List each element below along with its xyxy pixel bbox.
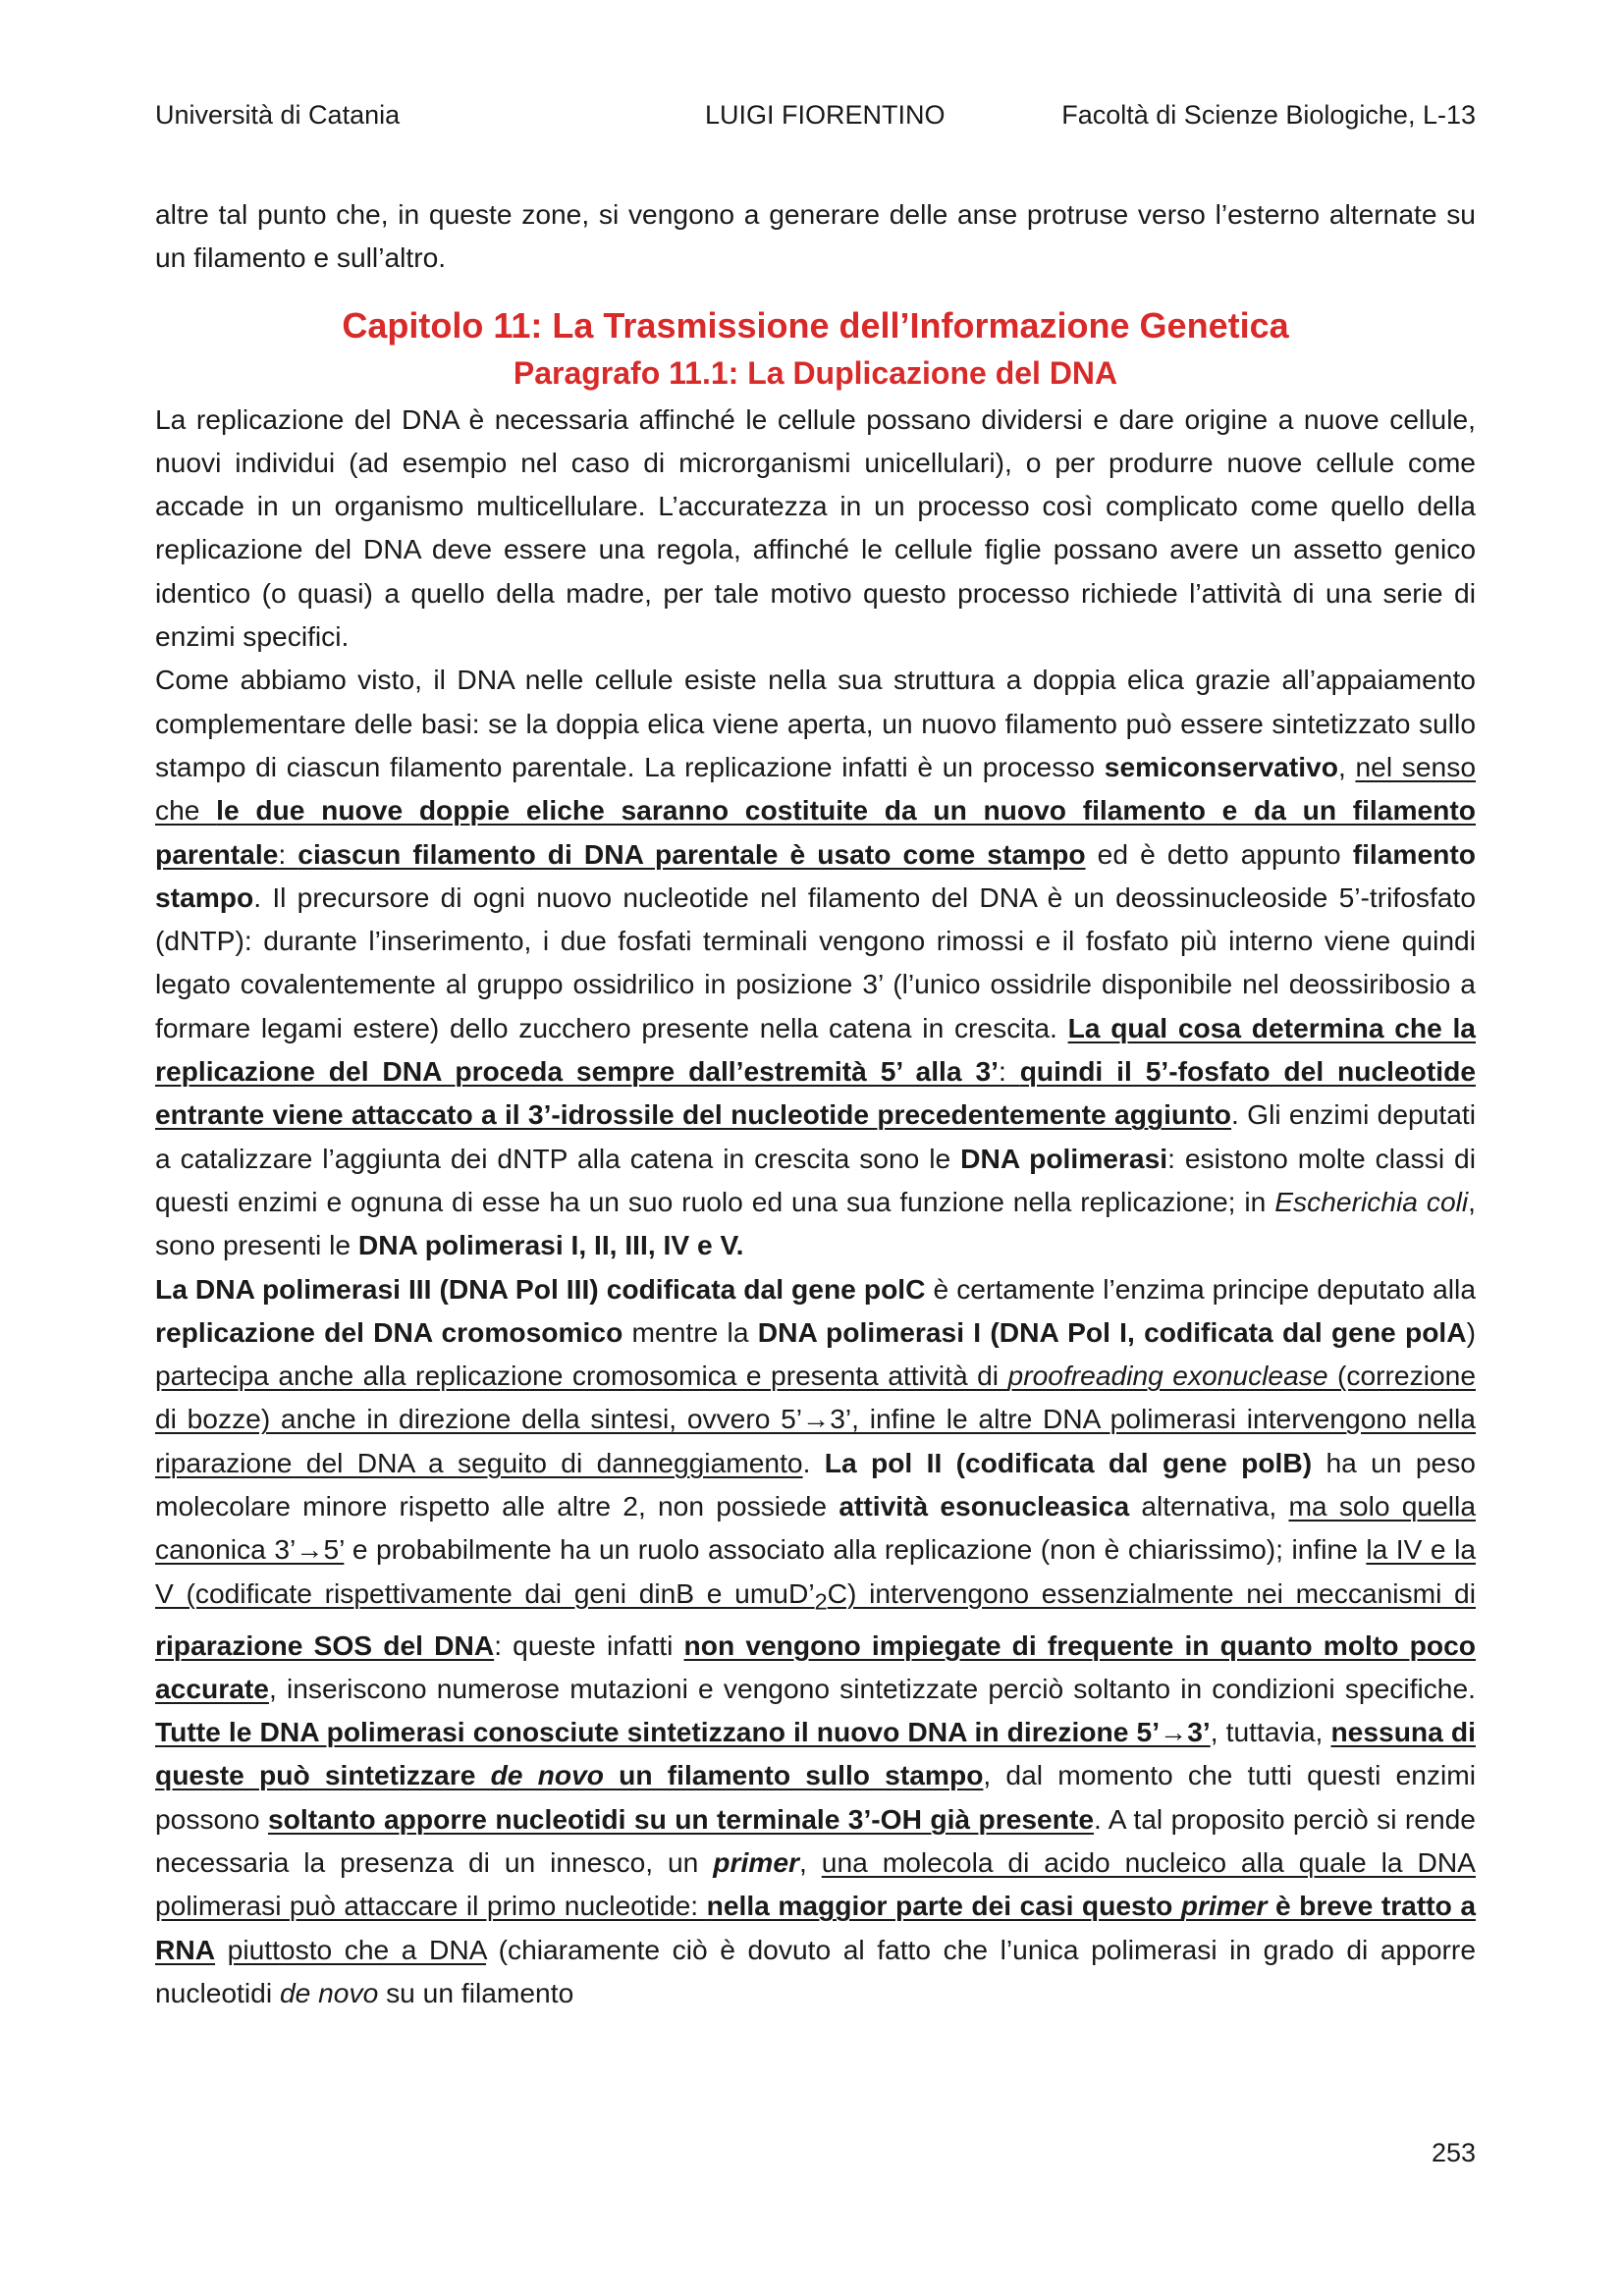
text-run: , xyxy=(1337,750,1356,782)
bold-run: ciascun filamento di DNA parentale è usato come stampo xyxy=(298,837,1086,870)
bold-term: DNA polimerasi I, II, III, IV e V. xyxy=(357,1229,744,1261)
text-run: , sono presenti le xyxy=(155,1185,1476,1261)
bold-term: attività esonucleasica xyxy=(839,1490,1130,1522)
bold-run: La qual cosa determina che la replicazione del DNA proceda sempre dall’estremità 5’ alla 3’ xyxy=(155,1011,1476,1088)
text-run: una molecola di acido nucleico alla quale la DNA polimerasi può attaccare il primo nucleotide: xyxy=(155,1846,1476,1922)
underlined-bold-text xyxy=(155,1716,1211,1747)
bold-run: soltanto apporre nucleotidi su un terminale 3’-OH già presente xyxy=(267,1802,1095,1835)
underlined-text: nel senso che xyxy=(155,750,1477,827)
header-faculty: Facoltà di Scienze Biologiche, L-13 xyxy=(1061,100,1476,130)
text-run: ha un peso molecolare minore rispetto alle altre 2, non possiede xyxy=(155,1446,1476,1522)
intro-paragraph: altre tal punto che, in queste zone, si vengono a generare delle anse protruse verso l’esterno alternate su un filamento e sull’altro. xyxy=(155,198,1476,274)
bold-term: La DNA polimerasi III (DNA Pol III) codificata dal gene polC xyxy=(155,1272,926,1305)
body-paragraph-1: La replicazione del DNA è necessaria affinché le cellule possano dividersi e dare origine a nuove cellule, nuovi individui (ad esempio nel caso di microrganismi unicellulari), o per produrre nuove cellule come accade in un organismo multicellulare. L’accuratezza in un processo così complicato come quello della replicazione del DNA deve essere una regola, affinché le cellule figlie possano avere un assetto genico identico (o quasi) a quello della madre, per tale motivo questo processo richiede l’attività di una serie di enzimi specifici. xyxy=(155,402,1476,653)
text-run: Come abbiamo visto, il DNA nelle cellule esiste nella sua struttura a doppia elica grazie all’appaiamento complementare delle basi: se la doppia elica viene aperta, un nuovo filamento può essere sintetizzato sullo stampo di ciascun filamento parentale. La replicazione infatti è un processo xyxy=(155,664,1476,782)
text-run: su un filamento xyxy=(378,1976,574,2008)
bold-term: La pol II (codificata dal gene polB) xyxy=(824,1446,1313,1478)
bold-run: le due nuove doppie eliche saranno costituite da un nuovo filamento e da un filamento parentale xyxy=(155,794,1477,870)
text-run: partecipa anche alla replicazione cromosomica e presenta attività di xyxy=(155,1360,1008,1392)
text-run: mentre la xyxy=(622,1315,758,1348)
bold-term xyxy=(713,1846,799,1878)
text-run: . Gli enzimi deputati a catalizzare l’aggiunta dei dNTP alla catena in crescita sono le xyxy=(155,1098,1476,1174)
text-run: (correzione di bozze) anche in direzione della sintesi, ovvero 5’→3’, infine le altre DNA polimerasi intervengono nella riparazione del DNA a seguito di danneggiamento xyxy=(155,1360,1476,1478)
text-run: : esistono molte classi di questi enzimi e ognuna di esse ha un suo ruolo ed una sua funzione nella replicazione; in xyxy=(155,1142,1476,1217)
text-run: e probabilmente ha un ruolo associato alla replicazione (non è chiarissimo); infine xyxy=(344,1533,1367,1566)
text-run: nella maggior parte dei casi questo xyxy=(706,1890,1181,1922)
bold-term: semiconservativo xyxy=(1104,750,1338,782)
bold-run: riparazione SOS del DNA xyxy=(155,1629,495,1661)
bold-term: filamento stampo xyxy=(155,837,1476,913)
underlined-text: : xyxy=(998,1055,1020,1088)
text-run: alternativa, xyxy=(1129,1490,1289,1522)
paragraph-title: Paragrafo 11.1: La Duplicazione del DNA xyxy=(513,354,1118,391)
text-run: C) intervengono essenzialmente nei meccanismi di xyxy=(827,1576,1476,1609)
text-run xyxy=(215,1934,228,1965)
bold-run: non vengono impiegate di frequente in quanto molto poco accurate xyxy=(155,1629,1476,1704)
chapter-title: Capitolo 11: La Trasmissione dell’Informazione Genetica xyxy=(342,304,1289,346)
page-body xyxy=(155,192,1476,2014)
text-run: è breve tratto a RNA xyxy=(155,1890,1476,1965)
page-header xyxy=(155,100,1476,139)
underlined-bold-text xyxy=(268,1803,1094,1835)
text-run: : queste infatti xyxy=(494,1629,684,1661)
text-run: , inseriscono numerose mutazioni e vengono sintetizzate perciò soltanto in condizioni specifiche. xyxy=(268,1672,1476,1704)
text-run: un filamento sullo stampo xyxy=(603,1759,984,1791)
underlined-text: piuttosto che a DNA xyxy=(227,1933,487,1965)
italic-term: de novo xyxy=(490,1759,604,1791)
text-run: nessuna di queste può sintetizzare xyxy=(155,1716,1476,1791)
text-run: , xyxy=(799,1846,822,1879)
underlined-text: ma solo quella canonica 3’→5’ xyxy=(155,1490,1476,1566)
text-run: ) xyxy=(1466,1315,1477,1348)
text-run: . A tal proposito perciò si rende necessaria la presenza di un innesco, un xyxy=(155,1802,1476,1879)
text-run: . xyxy=(802,1446,825,1478)
bold-run: Tutte le DNA polimerasi conosciute sintetizzano il nuovo DNA in direzione 5’→3’ xyxy=(155,1716,1211,1748)
text-run: , dal momento che tutti questi enzimi possono xyxy=(155,1759,1476,1835)
text-run: è certamente l’enzima principe deputato alla xyxy=(925,1272,1477,1305)
text-run: (chiaramente ciò è dovuto al fatto che l’unica polimerasi in grado di apporre nucleotidi xyxy=(155,1933,1476,2008)
italic-term: proofreading exonuclease xyxy=(1007,1360,1328,1392)
bold-run: quindi il 5’-fosfato del nucleotide entrante viene attaccato a il 3’-idrossile del nucleotide precedentemente aggiunto xyxy=(155,1055,1476,1131)
header-university: Università di Catania xyxy=(155,100,401,130)
text-run: . Il precursore di ogni nuovo nucleotide nel filamento del DNA è un deossinucleoside 5’-trifosfato (dNTP): durante l’inserimento, i due fosfati terminali vengono rimossi e il fosfato più interno viene quindi legato covalentemente al gruppo ossidrilico in posizione 3’ (l’unico ossidrile disponibile nel deossiribosio a formare legami estere) dello zucchero presente nella catena in crescita. xyxy=(155,881,1476,1043)
bold-term: DNA polimerasi xyxy=(960,1142,1168,1174)
underlined-text: : xyxy=(278,837,298,870)
text-run: la IV e la V (codificate rispettivamente dai geni dinB e umuD’ xyxy=(155,1533,1477,1609)
header-author: LUIGI FIORENTINO xyxy=(705,100,946,130)
italic-term: primer xyxy=(713,1846,800,1879)
italic-term: primer xyxy=(1180,1890,1268,1922)
underlined-bold-text xyxy=(298,838,1085,870)
italic-term: de novo xyxy=(279,1976,379,2008)
text-run: ed è detto appunto xyxy=(1085,837,1353,870)
body-paragraph-3 xyxy=(155,1267,1476,2015)
body-paragraph-2 xyxy=(155,658,1476,1266)
page-number: 253 xyxy=(1431,2138,1476,2167)
bold-term: DNA polimerasi I (DNA Pol I, codificata dal gene polA xyxy=(757,1315,1467,1348)
subscript: 2 xyxy=(814,1588,828,1615)
text-run: , tuttavia, xyxy=(1210,1716,1331,1748)
italic-species: Escherichia coli xyxy=(1274,1185,1469,1217)
bold-term: replicazione del DNA cromosomico xyxy=(155,1315,623,1348)
